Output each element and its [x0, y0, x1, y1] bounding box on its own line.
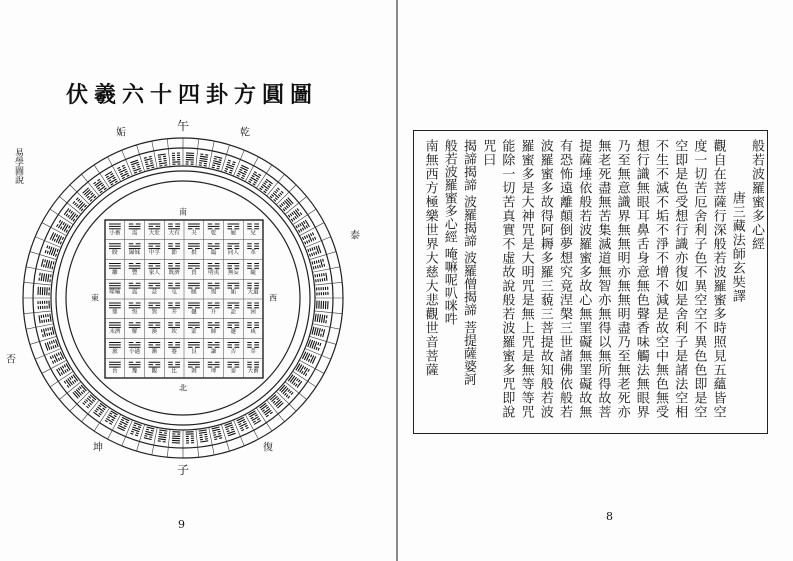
ring-divider: [312, 267, 339, 272]
hexagram-mark: [39, 273, 51, 283]
hexagram-mark: [308, 245, 321, 256]
hexagram-mark: [130, 423, 141, 436]
outer-label-bottom-left: 坤: [93, 442, 103, 454]
hexagram-cell-label: 大畜: [247, 368, 259, 375]
outer-label-bottom-right: 復: [263, 442, 273, 454]
ring-divider: [24, 282, 52, 285]
bagua-circle-square-diagram: [0, 110, 396, 490]
hexagram-mark: [315, 314, 327, 324]
hexagram-cell-label: 小畜: [109, 230, 121, 237]
hexagram-mark: [38, 287, 49, 296]
hexagram-mark: [57, 363, 71, 376]
ring-divider: [152, 427, 157, 454]
direction-west: 西: [269, 293, 277, 303]
hexagram-mark: [41, 327, 54, 337]
hexagram-mark: [172, 432, 181, 443]
ring-divider: [276, 185, 296, 205]
outer-label-bottom: 子: [176, 463, 190, 477]
hexagram-cell-label: 小過: [129, 348, 141, 355]
left-page-number: 9: [178, 518, 185, 531]
ring-divider: [24, 311, 52, 314]
ring-divider: [314, 282, 342, 285]
hexagram-mark: [248, 172, 261, 186]
hexagram-cell-label: 臨: [210, 250, 217, 257]
ring-divider: [314, 311, 342, 314]
hexagram-cell-label: 豐: [131, 269, 138, 276]
direction-east: 東: [91, 293, 99, 303]
hexagram-mark: [105, 411, 118, 425]
outer-label-left: 否: [6, 354, 16, 366]
ring-divider: [196, 139, 199, 167]
hexagram-mark: [50, 352, 63, 364]
diagram-title: 伏羲六十四卦方圓圖: [66, 82, 319, 108]
sutra-column: 唐三藏法師玄奘譯: [729, 191, 745, 303]
hexagram-mark: [312, 327, 325, 337]
hexagram-mark: [224, 423, 235, 436]
hexagram-mark: [41, 259, 54, 269]
sutra-column: 無老死盡無苦集滅道無智亦無得以無所得故菩: [595, 139, 611, 419]
hexagram-mark: [315, 273, 327, 283]
hexagram-cell-label: 中孚: [148, 250, 160, 257]
hexagram-mark: [296, 220, 310, 233]
hexagram-cell-label: 益: [151, 289, 158, 296]
sutra-column: 想行識無眼耳鼻舌身意無色聲香味觸法無眼界: [633, 139, 649, 419]
hexagram-cell-label: 兌: [250, 230, 256, 237]
hexagram-cell-label: 睽: [112, 250, 118, 257]
hexagram-mark: [224, 160, 235, 173]
hexagram-cell-label: 解: [131, 329, 138, 336]
outer-label-top: 午: [176, 119, 190, 133]
hexagram-cell-label: 離: [112, 269, 118, 276]
hexagram-cell-label: 井: [171, 309, 177, 316]
hexagram-mark: [130, 160, 141, 173]
sutra-column: 乃至無意識界無無明亦無無明盡乃至無老死亦: [614, 139, 630, 419]
ring-divider: [196, 429, 199, 457]
hexagram-mark: [64, 375, 78, 388]
sutra-column: 南無西方極樂世界大慈大悲觀世音菩薩: [422, 139, 438, 377]
sutra-column: 度一切苦厄舍利子色不異空空不異色色即是空: [691, 139, 707, 419]
hexagram-mark: [144, 156, 154, 169]
hexagram-cell-label: 艮: [191, 348, 197, 355]
ring-divider: [70, 391, 90, 411]
sutra-column: 不生不滅不垢不淨不增不減是故空中無色無受: [653, 139, 668, 419]
hexagram-cell-label: 姤: [230, 289, 237, 296]
hexagram-cell-label: 既濟: [168, 269, 180, 276]
hexagram-cell-label: 比: [171, 368, 177, 375]
sutra-column: 有恐怖遠離顛倒夢想究竟涅槃三世諸佛依般若: [557, 139, 572, 419]
hexagram-mark: [117, 417, 129, 430]
hexagram-cell-label: 震: [131, 289, 138, 296]
ring-divider: [167, 139, 170, 167]
hexagram-cell-label: 恆: [131, 309, 138, 316]
outer-label-top-left: 姤: [116, 127, 126, 139]
hexagram-cell-label: 蒙: [191, 329, 197, 336]
ring-divider: [167, 429, 170, 457]
hexagram-mark: [212, 156, 222, 169]
hexagram-cell-label: 謙: [210, 348, 217, 355]
sutra-column: 觀自在菩薩行深般若波羅蜜多時照見五蘊皆空: [710, 139, 726, 419]
sutra-column: 提薩埵依般若波羅蜜多故心無罣礙無罣礙故無: [576, 139, 592, 419]
hexagram-cell-label: 豫: [131, 368, 138, 375]
hexagram-mark: [237, 165, 249, 178]
hexagram-mark: [93, 403, 106, 417]
hexagram-mark: [296, 363, 310, 376]
hexagram-cell-label: 鼎: [112, 309, 118, 316]
hexagram-mark: [64, 208, 78, 221]
hexagram-cell-label: 觀: [151, 368, 158, 375]
hexagram-cell-label: 渙: [151, 329, 158, 336]
hexagram-cell-label: 屯: [171, 289, 177, 296]
hexagram-mark: [186, 153, 195, 164]
sutra-column: 羅蜜多是大神咒是大明咒是無上咒是無等等咒: [518, 139, 534, 419]
hexagram-mark: [50, 232, 63, 244]
hexagram-cell-label: 頤: [191, 289, 197, 296]
hexagram-cell-label: 訟: [230, 309, 237, 316]
hexagram-mark: [302, 352, 315, 364]
hexagram-mark: [288, 208, 302, 221]
ring-divider: [312, 324, 339, 329]
sutra-column: 般若波羅蜜多心經: [749, 139, 764, 251]
outer-label-top-right: 乾: [240, 127, 250, 139]
direction-south: 南: [179, 207, 187, 217]
hexagram-cell-label: 漸: [151, 348, 158, 355]
ring-divider: [152, 141, 157, 168]
hexagram-cell-label: 升: [210, 309, 217, 316]
hexagram-cell-label: 家人: [148, 269, 160, 276]
hexagram-mark: [57, 220, 71, 233]
sutra-column: 咒曰: [480, 139, 496, 167]
hexagram-cell-label: 困: [250, 309, 256, 316]
hexagram-cell-label: 乾: [210, 230, 217, 237]
hexagram-mark: [38, 301, 49, 310]
ring-divider: [209, 427, 214, 454]
ring-divider: [276, 391, 296, 411]
hexagram-cell-label: 萃: [250, 348, 256, 355]
hexagram-cell-label: 明夷: [208, 269, 220, 276]
ring-divider: [209, 141, 214, 168]
hexagram-mark: [45, 245, 58, 256]
hexagram-cell-label: 夬: [191, 230, 197, 237]
ring-divider: [26, 267, 53, 272]
hexagram-cell-label: 隨: [250, 269, 256, 276]
hexagram-cell-label: 巽: [151, 309, 158, 316]
side-note: 易學圖說: [13, 148, 23, 184]
hexagram-cell-label: 無妄: [227, 269, 239, 276]
hexagram-cell-label: 需: [131, 230, 138, 237]
hexagram-cell-label: 革: [250, 250, 256, 257]
hexagram-cell-label: 咸: [250, 329, 256, 336]
hexagram-cell-label: 同人: [227, 250, 239, 257]
hexagram-mark: [105, 172, 118, 186]
hexagram-cell-label: 坤: [210, 368, 217, 375]
hexagram-cell-label: 大壯: [148, 230, 160, 237]
hexagram-mark: [93, 179, 106, 193]
direction-north: 北: [179, 383, 187, 393]
hexagram-mark: [260, 403, 273, 417]
hexagram-cell-label: 歸妹: [129, 250, 141, 257]
hexagram-cell-label: 履: [230, 230, 237, 237]
ring-divider: [26, 324, 53, 329]
sutra-column: 般若波羅蜜多心經 唵嘛呢叭咪吽: [441, 139, 457, 326]
hexagram-mark: [158, 430, 168, 442]
hexagram-cell-label: 賁: [191, 269, 197, 276]
hexagram-mark: [317, 301, 328, 310]
hexagram-mark: [199, 430, 209, 442]
hexagram-cell-label: 坎: [171, 329, 177, 336]
hexagram-mark: [308, 339, 321, 350]
sutra-column: 能除一切苦真實不虛故說般若波羅蜜多咒即說: [499, 139, 515, 419]
hexagram-cell-label: 大過: [247, 289, 259, 296]
right-page-number: 8: [606, 510, 613, 523]
hexagram-cell-label: 未濟: [109, 329, 121, 336]
left-page: [0, 0, 396, 561]
hexagram-mark: [312, 259, 325, 269]
hexagram-mark: [158, 154, 168, 166]
hexagram-mark: [45, 339, 58, 350]
hexagram-mark: [302, 232, 315, 244]
sutra-column: 揭諦揭諦 波羅揭諦 波羅僧揭諦 菩提薩婆訶: [461, 139, 476, 386]
hexagram-mark: [199, 154, 209, 166]
hexagram-cell-label: 否: [230, 348, 237, 355]
hexagram-mark: [144, 427, 154, 440]
sutra-column: 波羅蜜多故得阿耨多羅三藐三菩提故知般若波: [537, 139, 553, 419]
hexagram-mark: [186, 432, 195, 443]
sutra-text-frame: [413, 130, 768, 434]
hexagram-cell-label: 大有: [168, 230, 180, 237]
ring-divider: [70, 185, 90, 205]
hexagram-mark: [260, 179, 273, 193]
hexagram-cell-label: 噬嗑: [109, 289, 121, 296]
hexagram-cell-label: 蹇: [171, 348, 177, 355]
hexagram-cell-label: 泰: [230, 368, 237, 375]
hexagram-mark: [212, 427, 222, 440]
hexagram-cell-label: 復: [210, 289, 217, 296]
hexagram-mark: [237, 417, 249, 430]
hexagram-mark: [39, 314, 51, 324]
hexagram-cell-label: 旅: [112, 348, 118, 355]
hexagram-cell-label: 師: [210, 329, 217, 336]
hexagram-cell-label: 損: [191, 250, 197, 257]
hexagram-mark: [172, 153, 181, 164]
hexagram-cell-label: 遯: [230, 329, 237, 336]
hexagram-cell-label: 節: [171, 250, 177, 257]
hexagram-mark: [248, 411, 261, 425]
hexagram-mark: [317, 287, 328, 296]
hexagram-cell-label: 蠱: [191, 309, 197, 316]
hexagram-mark: [117, 165, 129, 178]
sutra-column: 空即是色受想行識亦復如是舍利子是諸法空相: [672, 139, 688, 419]
hexagram-mark: [288, 375, 302, 388]
hexagram-cell-label: 剝: [191, 368, 197, 375]
hexagram-cell-label: 晉: [112, 368, 118, 375]
outer-label-right: 泰: [350, 230, 360, 242]
